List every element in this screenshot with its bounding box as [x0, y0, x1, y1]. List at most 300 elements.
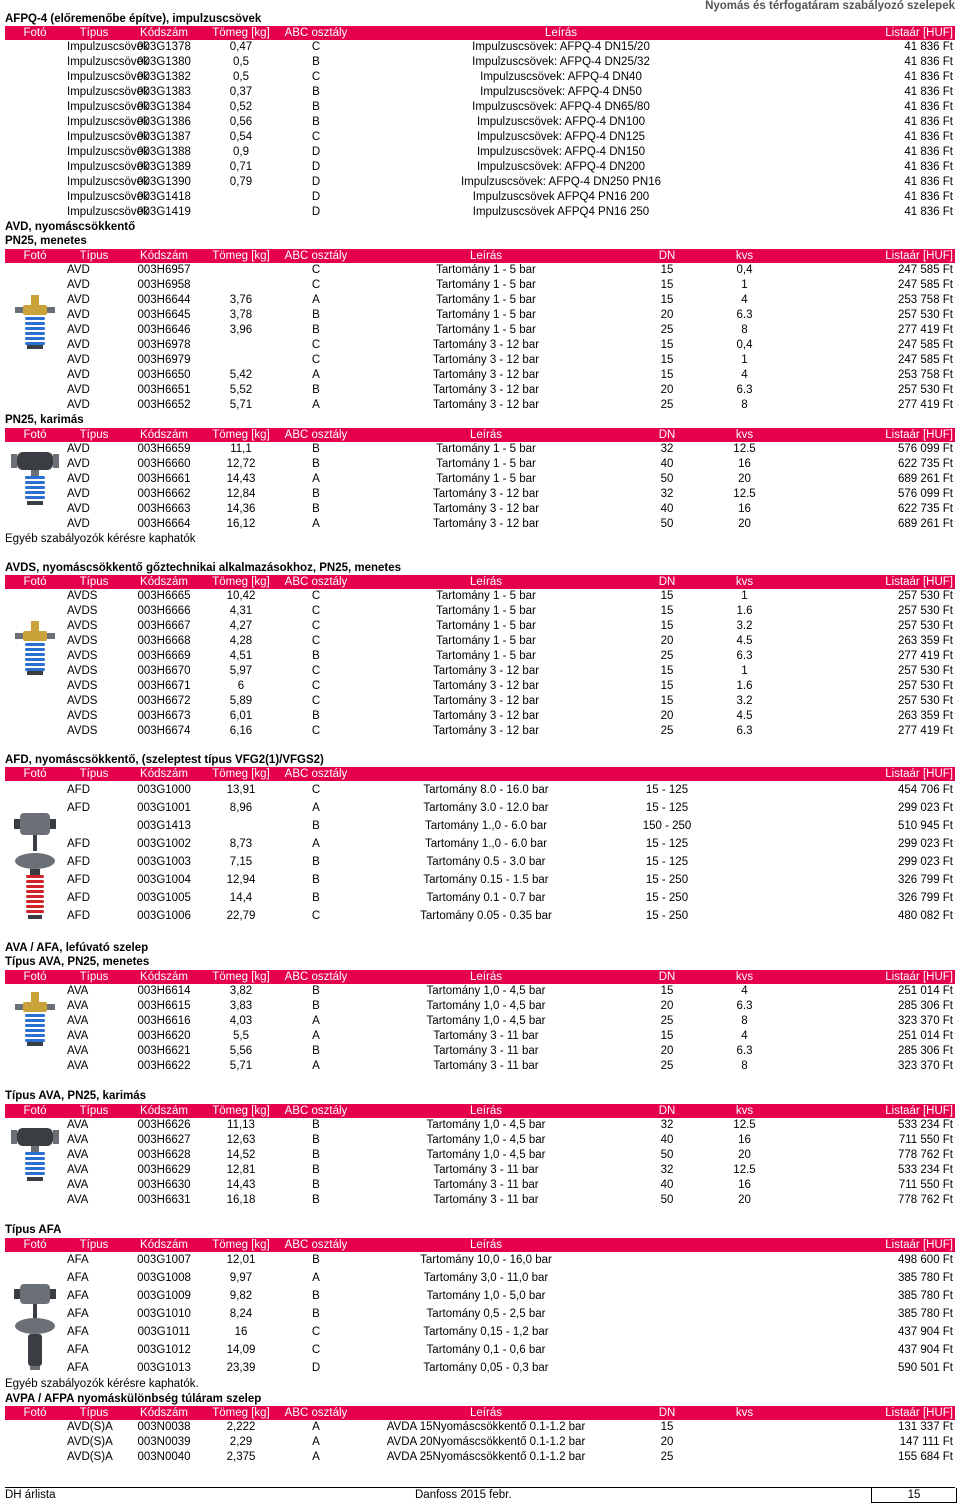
weight-cell: 4,31: [229, 605, 253, 617]
type-cell: AVA: [67, 1045, 89, 1057]
column-header: Kódszám: [123, 1104, 205, 1118]
description-cell: Impulzuscsövek: AFPQ-4 DN25/32: [472, 56, 650, 68]
abc-class-cell: C: [311, 339, 321, 351]
kvs-cell: 3.2: [736, 695, 753, 707]
weight-cell: 11,1: [230, 443, 252, 455]
price-table: [5, 26, 955, 220]
kvs-cell: [717, 1435, 772, 1450]
code-cell: 003H6665: [137, 590, 191, 602]
dn-cell: [617, 1341, 717, 1359]
type-cell: AVA: [67, 1119, 89, 1131]
product-photo-cell: [5, 1420, 65, 1465]
abc-class-cell: B: [312, 1307, 320, 1320]
description-cell: Impulzuscsövek AFPQ4 PN16 200: [472, 191, 650, 203]
code-cell: 003G1389: [137, 161, 191, 173]
table-row: [5, 70, 955, 85]
weight-cell: 5,56: [229, 1045, 253, 1057]
code-cell: 003G1000: [137, 783, 191, 796]
abc-class-cell: B: [312, 309, 320, 321]
weight-cell: 8,24: [229, 1307, 253, 1320]
column-header: Típus: [65, 428, 123, 442]
type-cell: AVD: [67, 369, 90, 381]
description-cell: Tartomány 1 - 5 bar: [436, 279, 536, 291]
kvs-cell: 1: [741, 354, 748, 366]
table-row: [5, 890, 955, 908]
section-subtitle: Típus AFA: [5, 1224, 62, 1236]
column-header: ABC osztály: [277, 970, 355, 984]
description-cell: Tartomány 1.,0 - 6.0 bar: [424, 837, 548, 850]
kvs-cell: 3.2: [736, 620, 753, 632]
code-cell: 003G1382: [137, 71, 191, 83]
column-header: kvs: [717, 970, 772, 984]
abc-class-cell: C: [311, 131, 321, 143]
code-cell: 003G1386: [137, 116, 191, 128]
type-cell: AVDS: [67, 695, 98, 707]
dn-cell: 40: [660, 458, 674, 470]
abc-class-cell: B: [312, 710, 320, 722]
header-category: Nyomás és térfogatáram szabályozó szelepek: [705, 0, 955, 12]
kvs-cell: [717, 1420, 772, 1435]
price-cell: 41 836 Ft: [904, 41, 953, 53]
column-header: Fotó: [5, 1104, 65, 1118]
weight-cell: 12,72: [226, 458, 256, 470]
valve-photo-icon: [13, 293, 57, 356]
column-header: Típus: [65, 26, 123, 40]
abc-class-cell: B: [312, 985, 320, 997]
table-row: [5, 368, 955, 383]
price-cell: 41 836 Ft: [904, 191, 953, 203]
kvs-cell: [717, 872, 772, 890]
description-cell: Tartomány 8.0 - 16.0 bar: [423, 783, 549, 796]
column-header: Listaár [HUF]: [772, 249, 955, 263]
dn-cell: 25: [660, 1015, 674, 1027]
price-cell: 41 836 Ft: [904, 86, 953, 98]
code-cell: 003H6629: [137, 1164, 191, 1176]
dn-cell: 15 - 250: [645, 910, 689, 923]
table-row: [5, 278, 955, 293]
description-cell: Tartomány 1 - 5 bar: [436, 324, 536, 336]
dn-cell: 15: [660, 1030, 674, 1042]
abc-class-cell: D: [311, 176, 321, 188]
weight-cell: 13,91: [226, 783, 256, 796]
column-header: kvs: [717, 1104, 772, 1118]
dn-cell: 25: [660, 1451, 674, 1463]
code-cell: 003H6646: [137, 324, 191, 336]
kvs-cell: [717, 890, 772, 908]
abc-class-cell: B: [312, 1254, 320, 1267]
kvs-cell: 20: [738, 518, 751, 530]
table-row: [5, 100, 955, 115]
price-cell: 498 600 Ft: [898, 1254, 953, 1267]
column-header: Listaár [HUF]: [772, 575, 955, 589]
kvs-cell: 20: [738, 1149, 751, 1161]
type-cell: AVD: [67, 518, 90, 530]
dn-cell: 15: [660, 1421, 674, 1433]
price-cell: 285 306 Ft: [898, 1045, 953, 1057]
description-cell: Impulzuscsövek: AFPQ-4 DN65/80: [472, 101, 650, 113]
code-cell: 003N0038: [137, 1421, 191, 1433]
abc-class-cell: B: [312, 56, 320, 68]
price-cell: 41 836 Ft: [904, 116, 953, 128]
abc-class-cell: B: [312, 1290, 320, 1303]
abc-class-cell: C: [311, 665, 321, 677]
table-row: [5, 1270, 955, 1288]
code-cell: 003H6957: [137, 264, 191, 276]
weight-cell: 10,42: [226, 590, 256, 602]
price-section: [5, 941, 955, 1074]
table-header-row: [5, 575, 955, 589]
price-cell: 299 023 Ft: [898, 801, 953, 814]
dn-cell: 15: [660, 279, 674, 291]
code-cell: 003H6627: [137, 1134, 191, 1146]
weight-cell: 0,5: [233, 56, 249, 68]
description-cell: Impulzuscsövek: AFPQ-4 DN125: [476, 131, 646, 143]
description-cell: Tartomány 3,0 - 11,0 bar: [423, 1272, 549, 1285]
price-section: [5, 1392, 955, 1465]
type-cell: AVD: [67, 458, 90, 470]
code-cell: 003H6958: [137, 279, 191, 291]
weight-cell: 12,81: [226, 1164, 256, 1176]
description-cell: Impulzuscsövek: AFPQ-4 DN250 PN16: [460, 176, 662, 188]
weight-cell: 14,09: [226, 1343, 256, 1356]
kvs-cell: 20: [738, 473, 751, 485]
type-cell: AVD: [67, 339, 90, 351]
abc-class-cell: A: [312, 1451, 320, 1463]
column-header: Fotó: [5, 249, 65, 263]
column-header: Leírás: [355, 1104, 617, 1118]
description-cell: Tartomány 1 - 5 bar: [436, 590, 536, 602]
code-cell: 003H6668: [137, 635, 191, 647]
weight-cell: 23,39: [226, 1361, 256, 1374]
section-subtitle: PN25, menetes: [5, 235, 87, 247]
table-row: [5, 115, 955, 130]
dn-cell: 25: [660, 399, 674, 411]
table-row: [5, 308, 955, 323]
price-cell: 510 945 Ft: [898, 819, 953, 832]
price-cell: 257 530 Ft: [898, 665, 953, 677]
description-cell: Tartomány 3 - 11 bar: [433, 1045, 539, 1057]
table-row: [5, 353, 955, 368]
price-cell: 326 799 Ft: [898, 892, 953, 905]
type-cell: AVA: [67, 1134, 89, 1146]
dn-cell: 15: [660, 264, 674, 276]
type-cell: AVD(S)A: [67, 1436, 113, 1448]
dn-cell: 15: [660, 620, 674, 632]
description-cell: Tartomány 3 - 12 bar: [432, 503, 540, 515]
description-cell: Tartomány 0,5 - 2,5 bar: [426, 1307, 546, 1320]
type-cell: AVA: [67, 1030, 89, 1042]
price-table: [5, 428, 955, 532]
table-row: [5, 383, 955, 398]
abc-class-cell: B: [312, 324, 320, 336]
table-row: [5, 1014, 955, 1029]
price-cell: 385 780 Ft: [898, 1272, 953, 1285]
code-cell: 003G1388: [137, 146, 191, 158]
type-cell: AVD: [67, 473, 90, 485]
type-cell: AVDS: [67, 710, 98, 722]
table-row: [5, 205, 955, 220]
weight-cell: 12,94: [226, 874, 256, 887]
price-cell: 285 306 Ft: [898, 1000, 953, 1012]
weight-cell: 4,03: [229, 1015, 253, 1027]
price-cell: 41 836 Ft: [904, 176, 953, 188]
kvs-cell: 4: [741, 369, 748, 381]
abc-class-cell: B: [312, 458, 320, 470]
abc-class-cell: A: [312, 294, 320, 306]
table-row: [5, 175, 955, 190]
abc-class-cell: C: [311, 635, 321, 647]
abc-class-cell: B: [312, 1045, 320, 1057]
description-cell: Tartomány 1 - 5 bar: [436, 650, 536, 662]
description-cell: Tartomány 1,0 - 4,5 bar: [426, 1119, 546, 1131]
table-row: [5, 1450, 955, 1465]
dn-cell: 15 - 250: [645, 892, 689, 905]
kvs-cell: 4: [741, 985, 748, 997]
product-photo-cell: [5, 589, 65, 739]
abc-class-cell: C: [311, 725, 321, 737]
price-cell: 257 530 Ft: [898, 620, 953, 632]
kvs-cell: 16: [738, 1134, 751, 1146]
table-row: [5, 694, 955, 709]
type-cell: Impulzuscsövek: [67, 56, 149, 68]
code-cell: 003H6667: [137, 620, 191, 632]
code-cell: 003H6616: [137, 1015, 191, 1027]
product-photo-cell: [5, 263, 65, 413]
dn-cell: 25: [660, 324, 674, 336]
kvs-cell: 6.3: [736, 650, 753, 662]
column-header: ABC osztály: [277, 1406, 355, 1420]
column-header: Leírás: [355, 575, 617, 589]
kvs-cell: 6.3: [736, 1000, 753, 1012]
column-header: Kódszám: [123, 249, 205, 263]
valve-photo-icon: [11, 448, 59, 511]
weight-cell: 0,52: [229, 101, 253, 113]
column-header: Leírás: [355, 970, 617, 984]
description-cell: Impulzuscsövek: AFPQ-4 DN40: [480, 71, 642, 83]
kvs-cell: 16: [738, 503, 751, 515]
type-cell: AVD(S)A: [67, 1421, 113, 1433]
code-cell: 003H6644: [137, 294, 191, 306]
code-cell: 003H6620: [137, 1030, 191, 1042]
price-cell: 576 099 Ft: [898, 443, 953, 455]
kvs-cell: 6.3: [736, 309, 753, 321]
kvs-cell: [717, 1288, 772, 1306]
description-cell: Tartomány 3 - 12 bar: [432, 488, 540, 500]
kvs-cell: [717, 1270, 772, 1288]
column-header: Leírás: [355, 1406, 617, 1420]
column-header: Tömeg [kg]: [205, 1238, 277, 1252]
type-cell: AVDS: [67, 725, 98, 737]
weight-cell: [205, 278, 277, 293]
code-cell: 003H6674: [137, 725, 191, 737]
type-cell: AVD: [67, 294, 90, 306]
type-cell: AVD: [67, 488, 90, 500]
code-cell: 003H6672: [137, 695, 191, 707]
description-cell: Tartomány 3 - 12 bar: [432, 680, 540, 692]
page-number: 15: [871, 1488, 957, 1503]
code-cell: 003H6661: [137, 473, 191, 485]
abc-class-cell: C: [311, 783, 321, 796]
table-header-row: [5, 1238, 955, 1252]
abc-class-cell: B: [312, 1194, 320, 1206]
code-cell: 003H6615: [137, 1000, 191, 1012]
price-cell: 437 904 Ft: [898, 1325, 953, 1338]
column-header: Tömeg [kg]: [205, 428, 277, 442]
dn-cell: [617, 1323, 717, 1341]
description-cell: Tartomány 3 - 11 bar: [433, 1164, 539, 1176]
code-cell: 003H6666: [137, 605, 191, 617]
weight-cell: 0,47: [229, 41, 253, 53]
type-cell: AVA: [67, 1000, 89, 1012]
weight-cell: [205, 263, 277, 278]
valve-photo-icon: [12, 811, 58, 926]
description-cell: Tartomány 0.1 - 0.7 bar: [426, 892, 546, 905]
code-cell: 003G1008: [137, 1272, 191, 1285]
kvs-cell: 1: [741, 590, 748, 602]
price-table: [5, 1104, 955, 1208]
code-cell: 003G1012: [137, 1343, 191, 1356]
column-header: DN: [617, 575, 717, 589]
weight-cell: [205, 205, 277, 220]
weight-cell: 6: [237, 680, 245, 692]
price-cell: 253 758 Ft: [898, 369, 953, 381]
abc-class-cell: B: [312, 1000, 320, 1012]
description-cell: Impulzuscsövek: AFPQ-4 DN100: [476, 116, 646, 128]
product-photo-cell: [5, 1252, 65, 1377]
table-row: [5, 854, 955, 872]
dn-cell: [617, 1306, 717, 1324]
price-cell: 533 234 Ft: [898, 1164, 953, 1176]
code-cell: 003N0040: [137, 1451, 191, 1463]
table-row: [5, 1193, 955, 1208]
code-cell: 003G1004: [137, 874, 191, 887]
description-cell: Tartomány 1 - 5 bar: [436, 294, 536, 306]
dn-cell: 40: [660, 1134, 674, 1146]
price-cell: 247 585 Ft: [898, 354, 953, 366]
kvs-cell: [717, 1341, 772, 1359]
table-row: [5, 1029, 955, 1044]
column-header: Kódszám: [123, 1406, 205, 1420]
abc-class-cell: B: [312, 503, 320, 515]
price-cell: 251 014 Ft: [898, 1030, 953, 1042]
description-cell: Tartomány 1,0 - 4,5 bar: [426, 985, 546, 997]
description-cell: AVDA 20Nyomáscsökkentő 0.1-1.2 bar: [386, 1436, 586, 1448]
column-header: Típus: [65, 1238, 123, 1252]
column-header: kvs: [717, 575, 772, 589]
description-cell: Tartomány 3 - 11 bar: [433, 1060, 539, 1072]
abc-class-cell: C: [311, 264, 321, 276]
kvs-cell: [717, 1323, 772, 1341]
abc-class-cell: C: [311, 71, 321, 83]
abc-class-cell: A: [312, 1272, 320, 1285]
column-header: Leírás: [355, 428, 617, 442]
code-cell: 003H6621: [137, 1045, 191, 1057]
type-cell: AFA: [67, 1272, 89, 1285]
kvs-cell: 8: [741, 1060, 748, 1072]
dn-cell: 20: [660, 1000, 674, 1012]
column-header: ABC osztály: [277, 1238, 355, 1252]
price-cell: 41 836 Ft: [904, 206, 953, 218]
price-cell: 299 023 Ft: [898, 837, 953, 850]
weight-cell: 0,9: [233, 146, 249, 158]
price-cell: 689 261 Ft: [898, 473, 953, 485]
table-row: [5, 1059, 955, 1074]
weight-cell: 14,43: [226, 473, 256, 485]
code-cell: 003G1009: [137, 1290, 191, 1303]
table-row: [5, 442, 955, 457]
description-cell: AVDA 15Nyomáscsökkentő 0.1-1.2 bar: [386, 1421, 586, 1433]
abc-class-cell: C: [311, 910, 321, 923]
column-header: DN: [617, 970, 717, 984]
column-header: ABC osztály: [277, 249, 355, 263]
weight-cell: [205, 338, 277, 353]
table-row: [5, 145, 955, 160]
type-cell: AVA: [67, 1194, 89, 1206]
table-row: [5, 1044, 955, 1059]
table-header-row: [5, 1104, 955, 1118]
kvs-cell: 4: [741, 1030, 748, 1042]
table-row: [5, 457, 955, 472]
kvs-cell: 0,4: [736, 339, 753, 351]
table-row: [5, 338, 955, 353]
code-cell: 003H6628: [137, 1149, 191, 1161]
kvs-cell: 6.3: [736, 1045, 753, 1057]
price-cell: 263 359 Ft: [898, 635, 953, 647]
weight-cell: 5,97: [229, 665, 253, 677]
kvs-cell: 12.5: [733, 443, 756, 455]
weight-cell: 7,15: [229, 856, 253, 869]
type-cell: AVA: [67, 1179, 89, 1191]
kvs-cell: 20: [738, 1194, 751, 1206]
type-cell: AFA: [67, 1325, 89, 1338]
table-row: [5, 649, 955, 664]
weight-cell: [205, 190, 277, 205]
column-header: Típus: [65, 249, 123, 263]
dn-cell: 32: [660, 443, 674, 455]
weight-cell: 2,375: [226, 1451, 256, 1463]
table-row: [5, 619, 955, 634]
table-row: [5, 781, 955, 799]
weight-cell: [205, 817, 277, 835]
kvs-cell: 1.6: [736, 680, 753, 692]
price-cell: 323 370 Ft: [898, 1015, 953, 1027]
table-row: [5, 190, 955, 205]
weight-cell: 14,4: [229, 892, 253, 905]
weight-cell: 2,222: [226, 1421, 256, 1433]
code-cell: 003G1413: [137, 819, 191, 832]
abc-class-cell: B: [312, 874, 320, 887]
kvs-cell: 8: [741, 1015, 748, 1027]
weight-cell: 5,42: [229, 369, 253, 381]
column-header: kvs: [717, 249, 772, 263]
table-row: [5, 799, 955, 817]
kvs-cell: 6.3: [736, 725, 753, 737]
kvs-cell: [717, 854, 772, 872]
price-cell: 326 799 Ft: [898, 874, 953, 887]
abc-class-cell: A: [312, 1030, 320, 1042]
table-row: [5, 1148, 955, 1163]
column-header: Tömeg [kg]: [205, 1104, 277, 1118]
product-photo-cell: [5, 442, 65, 532]
abc-class-cell: A: [312, 1436, 320, 1448]
abc-class-cell: B: [312, 116, 320, 128]
code-cell: 003G1380: [137, 56, 191, 68]
description-cell: Tartomány 1,0 - 4,5 bar: [426, 1015, 546, 1027]
kvs-cell: [717, 1450, 772, 1465]
kvs-cell: 4.5: [736, 635, 753, 647]
price-list-page: [5, 0, 955, 1465]
price-cell: 622 735 Ft: [898, 503, 953, 515]
